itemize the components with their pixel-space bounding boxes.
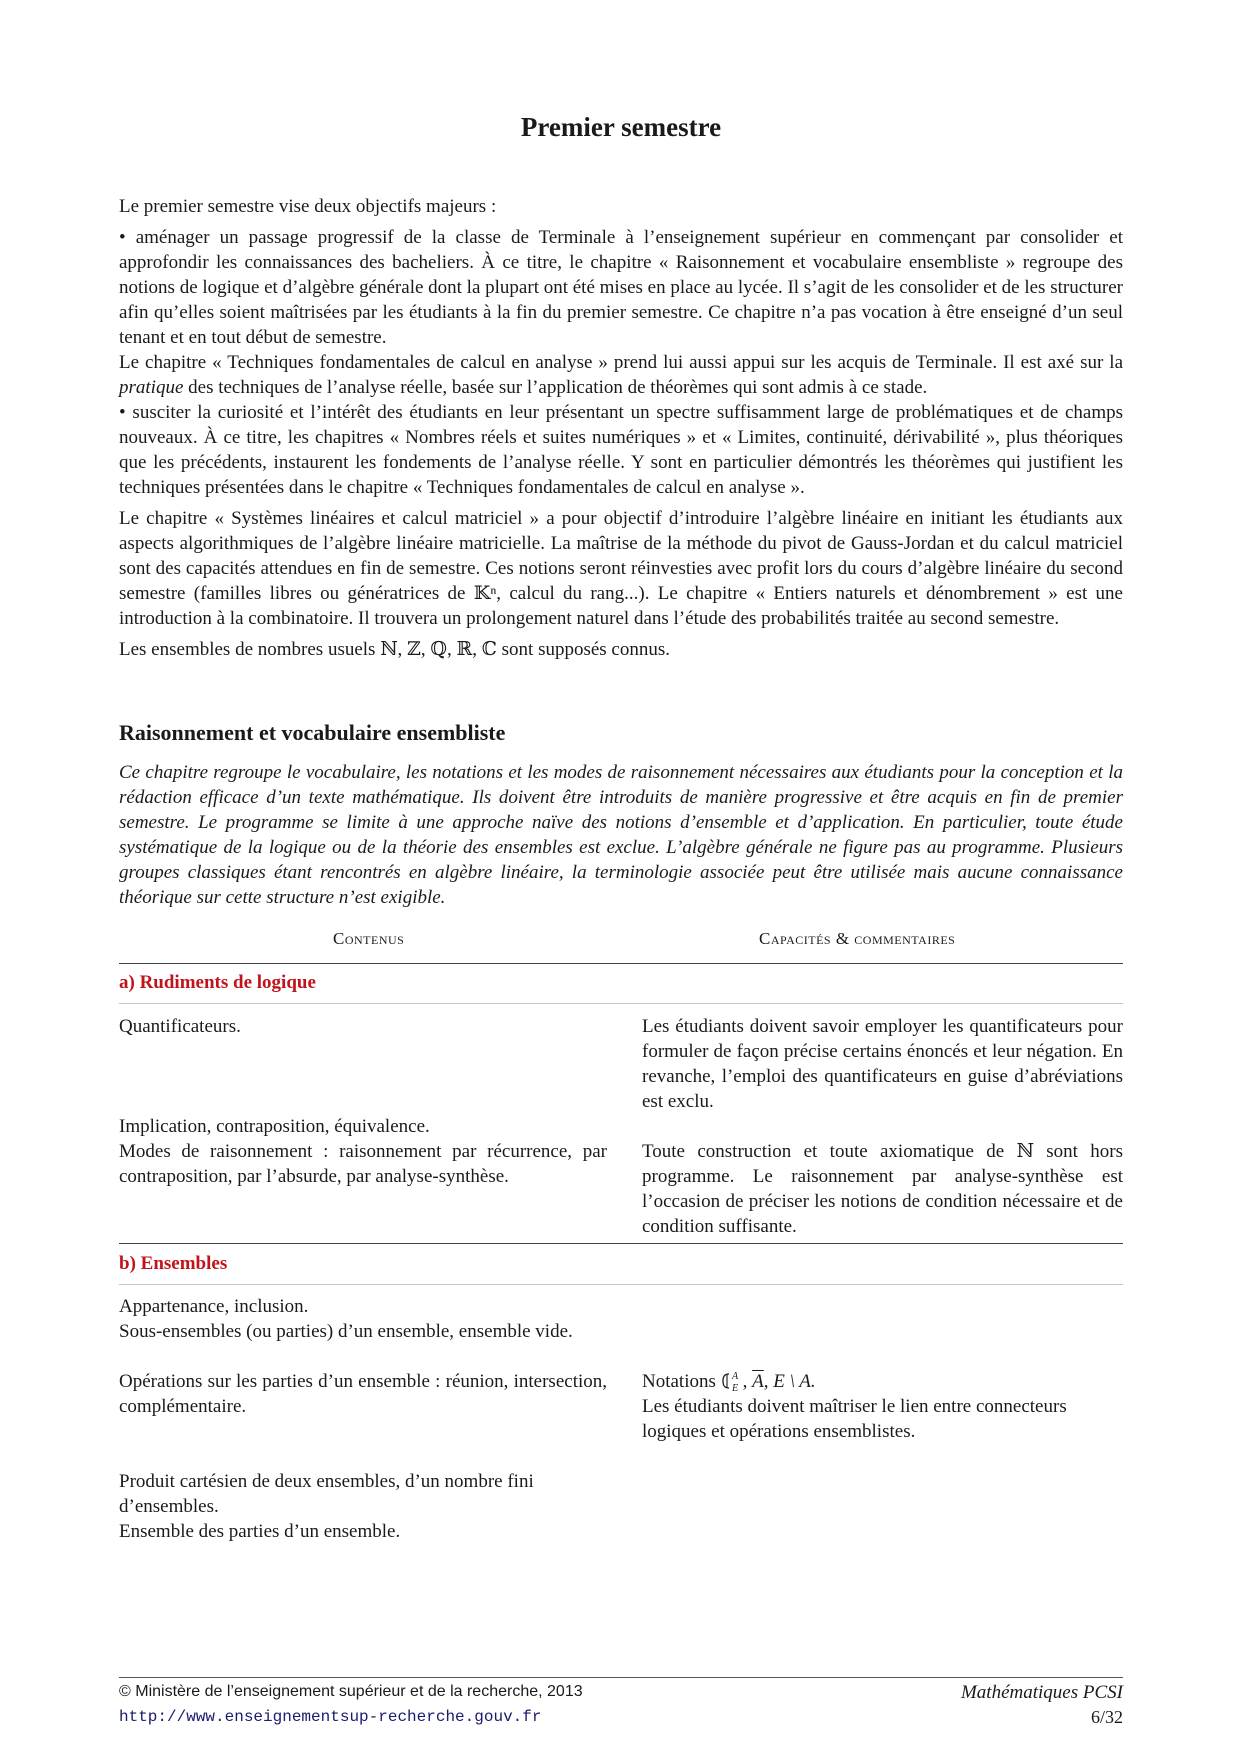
table-section-title-sets: b) Ensembles <box>119 1253 228 1274</box>
page-title: Premier semestre <box>520 112 722 142</box>
content-set-operations: Opérations sur les parties d’un ensemble : réunion, intersection, complémentaire. <box>119 1371 607 1417</box>
comment-logic-sets-link: Les étudiants doivent maîtriser le lien entre connecteurs logiques et opérations ensemblistes. <box>642 1396 1067 1442</box>
section-description: Ce chapitre regroupe le vocabulaire, les notations et les modes de raisonnement nécessaires aux étudiants pour la conception et la rédaction efficace d’un texte mathématique. Ils doivent être introduits de manière progressive et être acquis en fin de premier semestre. Le programme se limite à une approche naïve des notions d’ensemble et d’application. En particulier, toute étude systématique de la logique ou de la théorie des ensembles est exclue. L’algèbre générale ne figure pas au programme. Plusieurs groupes classiques étant rencontrés en algèbre linéaire, la terminologie associée peut être utilisée mais aucune connaissance théorique sur cette structure n’est exigible. <box>119 762 1123 908</box>
footer-rule <box>119 1677 1123 1678</box>
intro-block <box>119 194 1123 668</box>
content-membership: Appartenance, inclusion. <box>119 1296 309 1317</box>
footer-url-link[interactable]: http://www.enseignementsup-recherche.gouv.fr <box>119 1708 542 1726</box>
intro-paragraph-4: • susciter la curiosité et l’intérêt des étudiants en leur présentant un spectre suffisamment large de problématiques et de champs nouveaux. À ce titre, les chapitres « Nombres réels et suites numériques » et « Limites, continuité, dérivabilité », plus théoriques que les précédents, instaurent les fondements de l’analyse réelle. Y sont en particulier démontrés les théorèmes qui justifient les techniques présentées dans le chapitre « Techniques fondamentales de calcul en analyse ». <box>119 402 1123 498</box>
table-section-title-logic: a) Rudiments de logique <box>119 972 316 993</box>
table-section-rule <box>119 1284 1123 1285</box>
notation-a-bar: $\overline{A}$ <box>752 1371 764 1392</box>
comment-reasoning: Toute construction et toute axiomatique de ℕ sont hors programme. Le raisonnement par analyse-synthèse est l’occasion de préciser les notions de condition nécessaire et de condition suffisante. <box>642 1141 1123 1237</box>
footer-document-title: Mathématiques PCSI <box>960 1682 1123 1703</box>
table-header-rule <box>119 963 1123 964</box>
intro-paragraph-2: • aménager un passage progressif de la classe de Terminale à l’enseignement supérieur en commençant par consolider et approfondir les connaissances des bacheliers. À ce titre, le chapitre « Raisonnement et vocabulaire ensembliste » regroupe des notions de logique et d’algèbre générale dont la plupart ont été mises en place au lycée. Il s’agit de les consolider et de les structurer afin qu’elles soient maîtrisées par les étudiants à la fin du premier semestre. Ce chapitre n’a pas vocation à être enseigné d’un seul tenant et en tout début de semestre. <box>119 227 1123 348</box>
comment-quantifiers: Les étudiants doivent savoir employer les quantificateurs pour formuler de façon précise certains énoncés et leur négation. En revanche, l’emploi des quantificateurs en guise d’abréviations est exclu. <box>642 1016 1123 1112</box>
svg-text:E: E <box>731 1383 738 1393</box>
content-quantifiers: Quantificateurs. <box>119 1016 241 1037</box>
table-section-rule-top <box>119 1243 1123 1244</box>
footer-page-number: 6/32 <box>1090 1707 1123 1727</box>
content-implication: Implication, contraposition, équivalence. <box>119 1116 430 1137</box>
footer-copyright: © Ministère de l’enseignement supérieur et de la recherche, 2013 <box>119 1683 583 1700</box>
intro-paragraph-5: Le chapitre « Systèmes linéaires et calcul matriciel » a pour objectif d’introduire l’algèbre linéaire en initiant les étudiants aux aspects algorithmiques de l’algèbre linéaire matricielle. La maîtrise de la méthode du pivot de Gauss-Jordan et du calcul matriciel sont des capacités attendues en fin de semestre. Ces notions seront réinvesties avec profit lors du cours d’algèbre linéaire du second semestre (familles libres ou génératrices de 𝕂ⁿ, calcul du rang...). Le chapitre « Entiers naturels et dénombrement » est une introduction à la combinatoire. Il trouvera un prolongement naturel dans l’étude des probabilités traitée au second semestre. <box>119 508 1123 629</box>
content-cartesian-product: Produit cartésien de deux ensembles, d’un nombre fini d’ensembles. <box>119 1471 534 1517</box>
column-header-capacites: Capacités & commentaires <box>759 929 956 948</box>
intro-p3-text-end: des techniques de l’analyse réelle, basée sur l’application de théorèmes qui sont admis à ce stade. <box>183 377 928 398</box>
content-power-set: Ensemble des parties d’un ensemble. <box>119 1521 401 1542</box>
intro-paragraph-6: Les ensembles de nombres usuels ℕ, ℤ, ℚ, ℝ, ℂ sont supposés connus. <box>119 639 671 660</box>
comment-notations <box>642 1369 1123 1394</box>
table-section-rule <box>119 1003 1123 1004</box>
notation-separator: , <box>763 1371 769 1392</box>
intro-p3-text: Le chapitre « Techniques fondamentales de calcul en analyse » prend lui aussi appui sur les acquis de Terminale. Il est axé sur la <box>119 352 1123 373</box>
content-reasoning-modes: Modes de raisonnement : raisonnement par récurrence, par contraposition, par l’absurde, par analyse-synthèse. <box>119 1141 607 1187</box>
intro-paragraph-1: Le premier semestre vise deux objectifs majeurs : <box>119 196 497 217</box>
column-header-contenus: Contenus <box>333 929 405 948</box>
notation-set-difference: E \ A. <box>773 1371 816 1392</box>
notation-separator: , <box>742 1371 748 1392</box>
section-heading: Raisonnement et vocabulaire ensembliste <box>119 720 506 745</box>
complement-symbol <box>721 1369 743 1393</box>
content-subsets: Sous-ensembles (ou parties) d’un ensemble, ensemble vide. <box>119 1321 573 1342</box>
svg-text:A: A <box>731 1371 738 1382</box>
intro-paragraph-3 <box>119 350 1123 400</box>
intro-p3-emphasis: pratique <box>119 377 184 398</box>
notations-label: Notations <box>642 1371 716 1392</box>
